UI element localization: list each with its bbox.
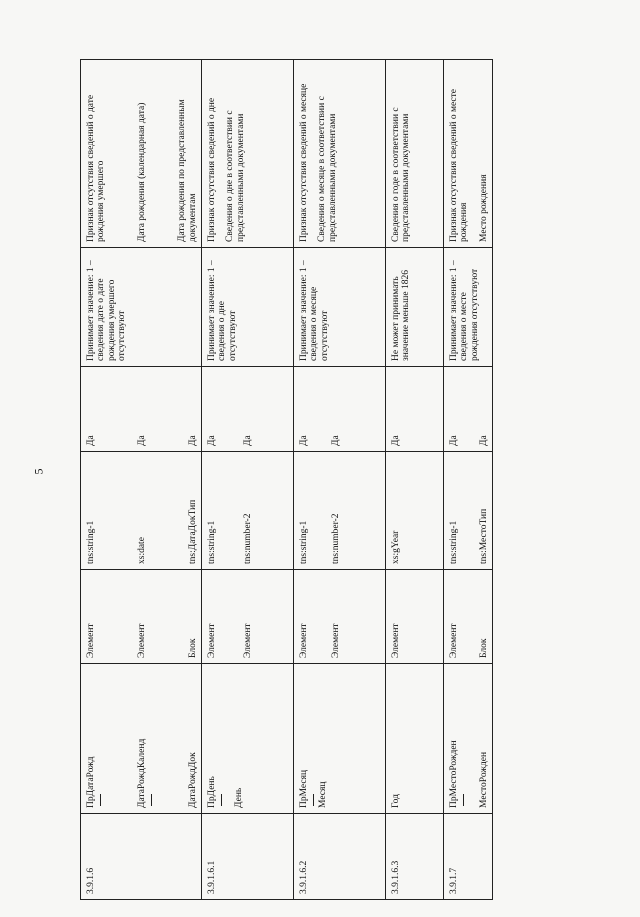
required-flag: Да [207,435,217,446]
element-type: Элемент [331,623,342,658]
format-cell [202,452,294,570]
constraint-cell [202,248,294,367]
element-type: Блок [478,638,489,658]
format: tns:string-1 [449,520,459,564]
description: Место рождения [478,174,489,242]
format-cell [444,452,493,570]
nesting-marker [463,794,464,806]
required-flag: Да [136,435,147,446]
element-name: Месяц [318,781,329,808]
required-cell [294,367,386,452]
element-type-cell [386,570,444,664]
element-type: Элемент [449,623,459,658]
required-cell [444,367,493,452]
required-cell [81,367,202,452]
description: Признак отсутствия сведений о месте рождения [449,88,470,242]
constraint-cell [294,248,386,367]
format: xs:date [136,537,147,564]
element-name: Год [391,794,401,808]
constraint: Принимает значение: 1 – сведения о месяце отсутствуют [299,260,330,361]
description: Признак отсутствия сведений о дате рождения умершего [86,94,107,242]
description: Дата рождения по представленным документам [177,99,198,242]
required-cell [202,367,294,452]
element-name: МестоРожден [478,751,489,808]
format-cell [81,452,202,570]
constraint-cell [386,248,444,367]
format: tns:string-1 [299,520,309,564]
required-flag: Да [299,435,309,446]
nesting-marker [100,794,101,806]
element-name: ПрМестоРожден [449,740,459,808]
element-type: Элемент [207,623,217,658]
format: tns:МестоТип [478,508,489,564]
required-flag: Да [391,435,401,446]
nesting-marker [151,794,152,806]
row-id: 3.9.1.6.2 [299,860,309,894]
row-id-cell [386,814,444,900]
format: tns:string-1 [86,520,96,564]
description: Признак отсутствия сведений о дне [207,97,217,242]
element-name: ДатаРождДок [187,752,198,808]
element-type-cell [294,570,386,664]
element-type: Элемент [391,623,401,658]
table-row [294,60,386,900]
required-flag: Да [449,435,459,446]
element-type-cell [202,570,294,664]
required-flag: Да [86,435,96,446]
description-cell [386,60,444,248]
description-cell [81,60,202,248]
required-flag: Да [331,435,342,446]
description: Сведения о годе в соответствии с представленными документами [391,107,412,242]
element-type: Элемент [299,623,309,658]
format: tns:number-2 [331,513,342,564]
constraint-cell [444,248,493,367]
constraint: Принимает значение: 1 – сведения о месте рождения отсутствуют [449,260,480,361]
row-id: 3.9.1.7 [449,867,459,894]
element-type: Блок [187,638,198,658]
element-type-cell [444,570,493,664]
description: Сведения о дне в соответствии с представленными документами [225,110,246,242]
description-cell [294,60,386,248]
element-name-cell [444,664,493,814]
table-row [202,60,294,900]
description-cell [202,60,294,248]
format: tns:ДатаДокТип [187,499,198,564]
element-name: ПрДень [207,776,217,808]
description: Сведения о месяце в соответствии с представленными документами [317,96,338,242]
required-cell [386,367,444,452]
element-type-cell [81,570,202,664]
row-id: 3.9.1.6.3 [391,860,401,894]
row-id-cell [81,814,202,900]
element-name-cell [81,664,202,814]
page-number: 5 [31,468,46,475]
specification-table [80,59,493,900]
element-name: День [234,787,245,808]
description-cell [444,60,493,248]
table-row [386,60,444,900]
element-type: Элемент [86,623,96,658]
format: tns:string-1 [207,520,217,564]
constraint: Не может принимать значение меньше 1826 [391,270,412,361]
format-cell [294,452,386,570]
constraint-cell [81,248,202,367]
row-id: 3.9.1.6 [86,867,96,894]
rotated-table-container [80,60,492,900]
element-name-cell [202,664,294,814]
row-id-cell [294,814,386,900]
element-name: ПрМесяц [299,769,309,808]
constraint: Принимает значение: 1 – сведения о дне отсутствуют [207,260,238,361]
element-name-cell [386,664,444,814]
row-id-cell [444,814,493,900]
element-name: ДатаРождКаленд [136,738,147,808]
nesting-marker [221,794,222,806]
row-id-cell [202,814,294,900]
element-name-cell [294,664,386,814]
element-name: ПрДатаРожд [86,756,96,808]
description: Дата рождения (календарная дата) [136,102,147,242]
table-row [81,60,202,900]
format: tns:number-2 [243,513,254,564]
description: Признак отсутствия сведений о месяце [299,83,309,242]
format: xs:gYear [391,530,401,564]
constraint: Принимает значение: 1 – сведения дате о дате рождения умершего отсутствуют [86,260,128,361]
table-row [444,60,493,900]
required-flag: Да [243,435,254,446]
required-flag: Да [478,435,489,446]
element-type: Элемент [243,623,254,658]
required-flag: Да [187,435,198,446]
nesting-marker [313,794,314,806]
format-cell [386,452,444,570]
row-id: 3.9.1.6.1 [207,860,217,894]
element-type: Элемент [136,623,147,658]
